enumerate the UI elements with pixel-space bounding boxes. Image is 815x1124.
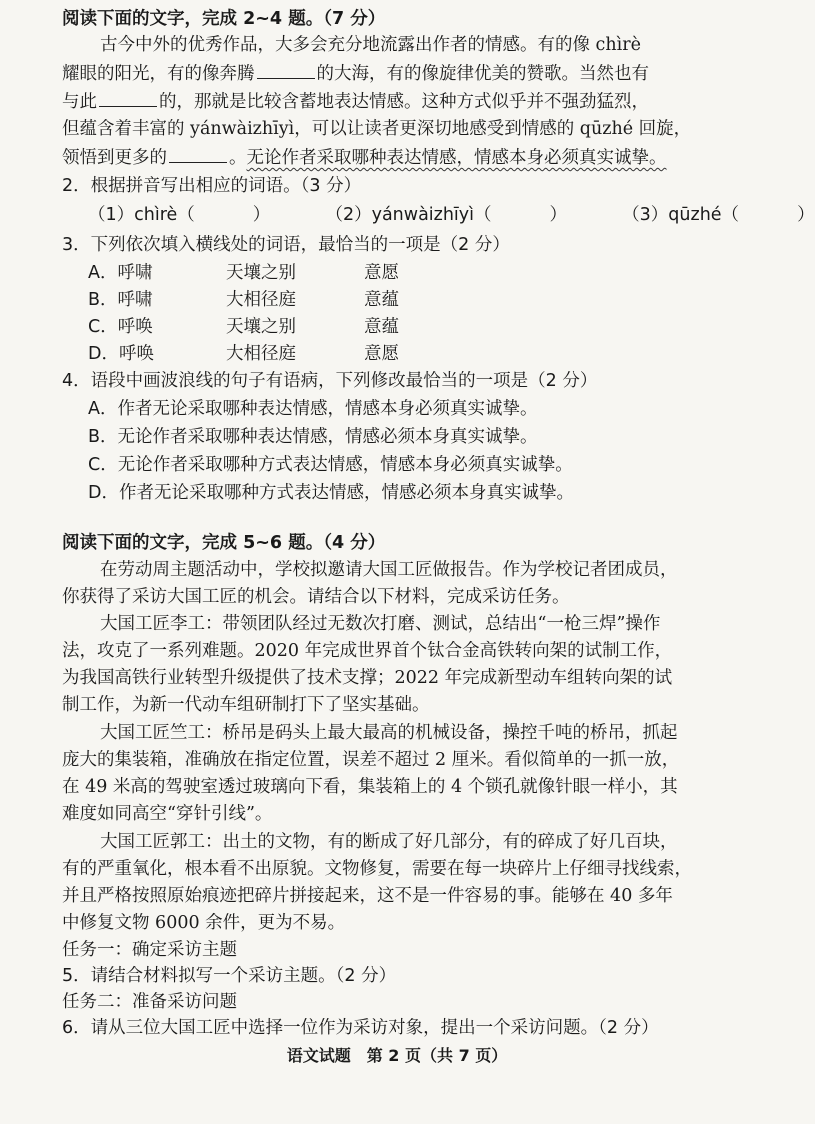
section2-heading: 阅读下面的文字，完成 5~6 题。（4 分）: [62, 533, 386, 553]
guo-paragraph-line1: 大国工匠郭工：出土的文物，有的断成了好几部分，有的碎成了好几百块，: [100, 832, 678, 852]
q3-option-d-word2: 大相径庭: [226, 344, 296, 364]
q4-option-a[interactable]: A．作者无论采取哪种表达情感，情感本身必须真实诚挚。: [88, 399, 538, 419]
q3-option-c-word2: 天壤之别: [226, 317, 296, 337]
q4-option-d[interactable]: D．作者无论采取哪种方式表达情感，情感必须本身真实诚挚。: [88, 483, 574, 503]
guo-paragraph-line2: 有的严重氧化，根本看不出原貌。文物修复，需要在每一块碎片上仔细寻找线索，: [62, 859, 692, 879]
passage1-line2: [62, 60, 794, 87]
blank-1: [257, 60, 315, 79]
q2-answer-1-label: （1）chìrè（: [88, 205, 195, 225]
q6-stem: 6．请从三位大国工匠中选择一位作为采访对象，提出一个采访问题。（2 分）: [62, 1018, 659, 1038]
blank-2: [99, 88, 157, 107]
q3-option-c-word3: 意蕴: [364, 317, 399, 337]
q2-answer-1-close: ）: [252, 205, 271, 225]
section1-heading: 阅读下面的文字，完成 2~4 题。（7 分）: [62, 9, 386, 29]
q2-answer-3: [622, 205, 814, 225]
intro-line1: 在劳动周主题活动中，学校拟邀请大国工匠做报告。作为学校记者团成员，: [100, 560, 678, 580]
page-footer: 语文试题 第 2 页（共 7 页）: [286, 1046, 508, 1065]
q3-option-a-word2: 天壤之别: [226, 263, 296, 283]
q2-answer-2-label: （2）yánwàizhīyì（: [325, 205, 492, 225]
zhu-paragraph-line3: 在 49 米高的驾驶室透过玻璃向下看，集装箱上的 4 个锁孔就像针眼一样小，其: [62, 777, 678, 797]
q3-option-a[interactable]: [88, 260, 794, 286]
q3-option-d-word3: 意愿: [364, 344, 399, 364]
q4-option-c[interactable]: C．无论作者采取哪种方式表达情感，情感本身必须真实诚挚。: [88, 455, 573, 475]
li-paragraph-line3: 为我国高铁行业转型升级提供了技术支撑；2022 年完成新型动车组转向架的试: [62, 668, 673, 688]
q3-option-a-word3: 意愿: [364, 263, 399, 283]
task2-heading: 任务二：准备采访问题: [62, 992, 237, 1012]
li-paragraph-line2: 法，攻克了一系列难题。2020 年完成世界首个钛合金高铁转向架的试制工作，: [62, 641, 673, 661]
q3-option-c-word1: C．呼唤: [88, 317, 153, 337]
passage1-line5-text-a: 领悟到更多的: [62, 148, 167, 168]
zhu-paragraph-line1: 大国工匠竺工：桥吊是码头上最大最高的机械设备，操控千吨的桥吊，抓起: [100, 723, 678, 743]
passage1-line3-text-a: 与此: [62, 92, 97, 112]
q2-answer-2-close: ）: [549, 205, 568, 225]
guo-paragraph-line3: 并且严格按照原始痕迹把碎片拼接起来，这不是一件容易的事。能够在 40 多年: [62, 886, 673, 906]
q2-stem: 2．根据拼音写出相应的词语。（3 分）: [62, 176, 362, 196]
q2-answer-3-close: ）: [797, 205, 815, 225]
q3-option-d-word1: D．呼唤: [88, 344, 154, 364]
blank-3: [169, 144, 227, 163]
li-paragraph-line1: 大国工匠李工：带领团队经过无数次打磨、测试，总结出“一枪三焊”操作: [100, 614, 661, 634]
q3-option-c[interactable]: [88, 314, 794, 340]
passage1-line3: [62, 88, 794, 115]
q3-option-b-word3: 意蕴: [364, 290, 399, 310]
q5-stem: 5．请结合材料拟写一个采访主题。（2 分）: [62, 966, 397, 986]
q3-option-d[interactable]: [88, 341, 794, 367]
intro-line2: 你获得了采访大国工匠的机会。请结合以下材料，完成采访任务。: [62, 587, 570, 607]
passage1-line2-text-a: 耀眼的阳光，有的像奔腾: [62, 64, 255, 84]
zhu-paragraph-line2: 庞大的集装箱，准确放在指定位置，误差不超过 2 厘米。看似简单的一抓一放，: [62, 750, 680, 770]
passage1-line3-text-b: 的，那就是比较含蓄地表达情感。这种方式似乎并不强劲猛烈，: [159, 92, 649, 112]
li-paragraph-line4: 制工作，为新一代动车组研制打下了坚实基础。: [62, 695, 430, 715]
passage1-line5: [62, 144, 794, 171]
passage1-line2-text-b: 的大海，有的像旋律优美的赞歌。当然也有: [316, 64, 649, 84]
q2-answer-2: [325, 205, 567, 225]
passage1-line4: 但蕴含着丰富的 yánwàizhīyì，可以让读者更深切地感受到情感的 qūzhé 回旋，: [62, 119, 692, 139]
q3-option-a-word1: A．呼啸: [88, 263, 153, 283]
q2-answer-1: [88, 205, 270, 225]
q2-answers: [88, 202, 815, 228]
q3-stem: 3．下列依次填入横线处的词语，最恰当的一项是（2 分）: [62, 235, 510, 255]
task1-heading: 任务一：确定采访主题: [62, 940, 237, 960]
guo-paragraph-line4: 中修复文物 6000 余件，更为不易。: [62, 913, 346, 933]
q2-answer-3-label: （3）qūzhé（: [622, 205, 740, 225]
wavy-underlined-sentence: 无论作者采取哪种表达情感，情感本身必须真实诚挚。: [246, 148, 667, 168]
passage1-line1: 古今中外的优秀作品，大多会充分地流露出作者的情感。有的像 chìrè: [100, 35, 641, 55]
q3-option-b[interactable]: [88, 287, 794, 313]
q3-option-b-word2: 大相径庭: [226, 290, 296, 310]
q4-stem: 4．语段中画波浪线的句子有语病，下列修改最恰当的一项是（2 分）: [62, 371, 598, 391]
q3-option-b-word1: B．呼啸: [88, 290, 153, 310]
zhu-paragraph-line4: 难度如同高空“穿针引线”。: [62, 804, 273, 824]
q4-option-b[interactable]: B．无论作者采取哪种表达情感，情感必须本身真实诚挚。: [88, 427, 538, 447]
passage1-line5-text-b: 。: [229, 148, 247, 168]
